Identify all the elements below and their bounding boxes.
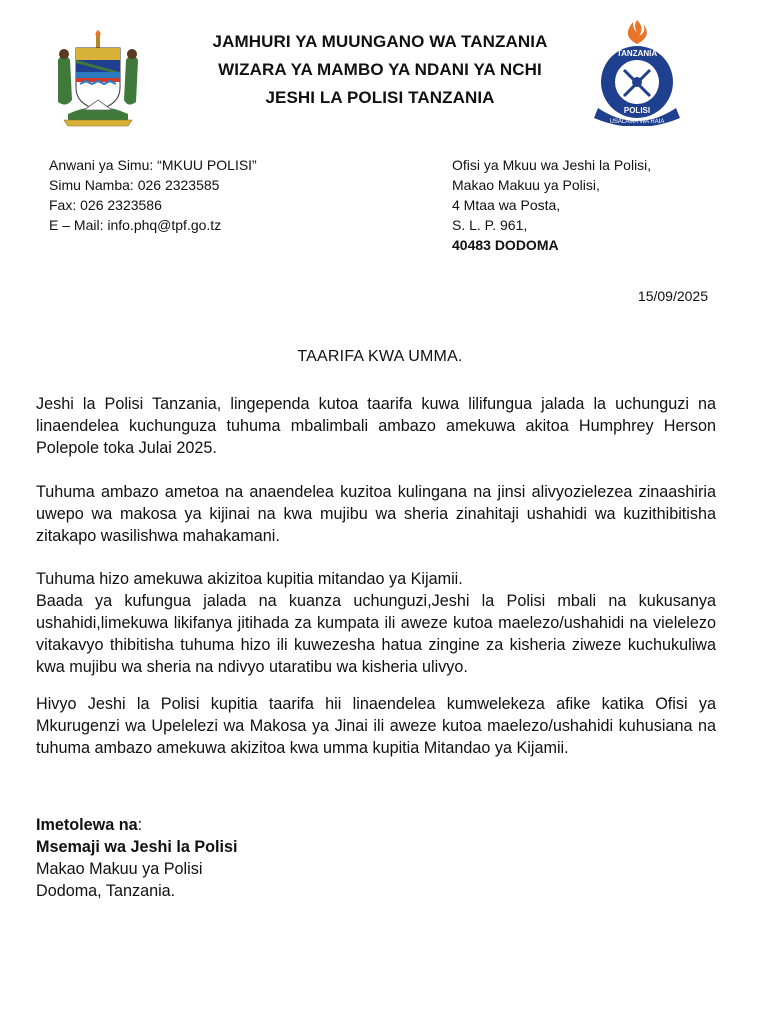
office-address-line: S. L. P. 961, <box>452 217 528 233</box>
office-address <box>452 155 651 255</box>
police-force-title: JESHI LA POLISI TANZANIA <box>265 88 495 107</box>
signature-location: Dodoma, Tanzania. <box>36 882 176 900</box>
notice-title: TAARIFA KWA UMMA. <box>297 348 463 365</box>
office-address-line: Makao Makuu ya Polisi, <box>452 177 600 193</box>
contact-details <box>49 155 257 235</box>
document-date: 15/09/2025 <box>637 288 708 304</box>
police-emblem-top-text: TANZANIA <box>616 49 658 58</box>
signature-office: Makao Makuu ya Polisi <box>36 860 203 878</box>
paragraph-2: Tuhuma ambazo ametoa na anaendelea kuzitoa kulingana na jinsi alivyozielezea zinaashiria uwepo wa makosa ya kijinai na kwa mujibu wa sheria zinahitaji ushahidi wa kuzithibitisha zitakapo wasilishwa mahakamani. <box>36 483 716 545</box>
office-postal-code: 40483 DODOMA <box>452 237 559 253</box>
paragraph-3: Tuhuma hizo amekuwa akizitoa kupitia mitandao ya Kijamii. <box>36 570 463 588</box>
police-emblem-middle-text: POLISI <box>623 106 651 115</box>
paragraph-1: Jeshi la Polisi Tanzania, lingependa kutoa taarifa kuwa lilifungua jalada la uchunguzi na linaendelea kuchunguza tuhuma mbalimbali ambazo amekuwa akitoa Humphrey Herson Polepole toka Julai 2025. <box>36 395 716 457</box>
paragraph-4: Baada ya kufungua jalada na kuanza uchunguzi,Jeshi la Polisi mbali na kukusanya ushahidi,limekuwa likifanya jitihada za kumpata ili aweze kutoa maelezo/ushahidi na vielelezo vitakavyo thibitisha tuhuma hizo ili kuwezesha hatua zingine za kisheria ziweze kuchukuliwa kwa mujibu wa sheria na ndivyo utaratibu wa kisheria ulivyo. <box>36 592 716 676</box>
phone-number: Simu Namba: 026 2323585 <box>49 177 220 193</box>
paragraph-5: Hivyo Jeshi la Polisi kupitia taarifa hii linaendelea kumwelekeza afike katika Ofisi ya Mkurugenzi wa Upelelezi wa Makosa ya Jinai ili aweze kutoa maelezo/ushahidi kuhusiana na tuhuma ambazo amekuwa akizitoa kwa umma kupitia Mitandao ya Kijamii. <box>36 695 716 757</box>
republic-title: JAMHURI YA MUUNGANO WA TANZANIA <box>212 32 548 51</box>
spokesperson-role: Msemaji wa Jeshi la Polisi <box>36 838 238 856</box>
tanzania-coat-of-arms-icon <box>50 30 146 130</box>
issued-by-colon: : <box>137 816 143 834</box>
police-emblem-motto-text: USALAMA WA RAIA <box>609 119 665 125</box>
office-address-line: Ofisi ya Mkuu wa Jeshi la Polisi, <box>452 157 652 173</box>
office-address-line: 4 Mtaa wa Posta, <box>452 197 561 213</box>
email-address: E – Mail: info.phq@tpf.go.tz <box>49 217 222 233</box>
ministry-title: WIZARA YA MAMBO YA NDANI YA NCHI <box>218 60 542 79</box>
letterhead-titles <box>160 28 600 112</box>
issued-by-line <box>36 814 238 836</box>
telegram-address: Anwani ya Simu: “MKUU POLISI” <box>49 157 257 173</box>
fax-number: Fax: 026 2323586 <box>49 197 162 213</box>
signature-block <box>36 814 238 902</box>
police-emblem-icon <box>594 20 680 126</box>
issued-by-label: Imetolewa na <box>36 816 138 834</box>
